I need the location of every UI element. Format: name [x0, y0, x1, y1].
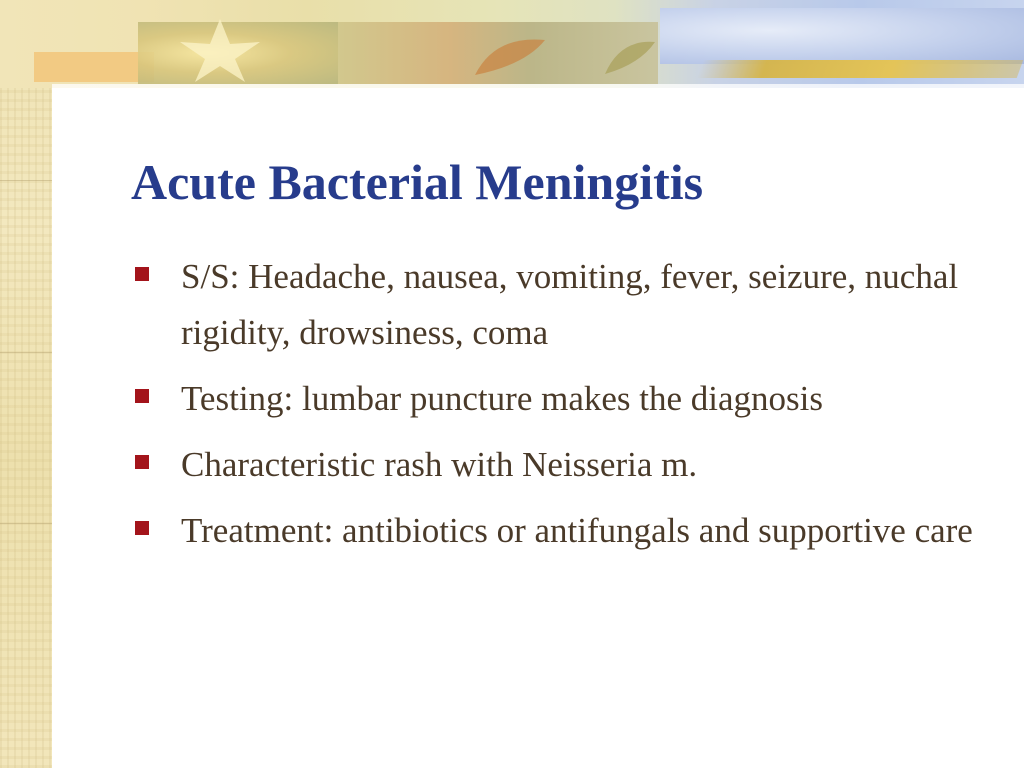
bullet-item	[131, 437, 991, 493]
bullet-text: S/S: Headache, nausea, vomiting, fever, seizure, nuchal rigidity, drowsiness, coma	[181, 257, 959, 352]
strip-seam	[0, 180, 52, 181]
parchment-strip	[0, 0, 52, 768]
bullet-item	[131, 503, 991, 559]
banner-fade	[52, 84, 1024, 124]
bullet-item	[131, 249, 991, 361]
bullet-text: Characteristic rash with Neisseria m.	[181, 445, 698, 484]
leaf-icon	[175, 14, 265, 84]
bullet-item	[131, 371, 991, 427]
bullet-text: Testing: lumbar puncture makes the diagnosis	[181, 379, 823, 418]
square-bullet-icon	[135, 521, 149, 535]
square-bullet-icon	[135, 455, 149, 469]
leaf-icon	[600, 34, 660, 79]
bullet-list	[131, 249, 991, 569]
banner-orange-band	[34, 52, 154, 82]
square-bullet-icon	[135, 389, 149, 403]
banner-sky-image	[660, 8, 1024, 64]
slide-title: Acute Bacterial Meningitis	[131, 154, 704, 210]
strip-seam	[0, 523, 52, 524]
banner-gold-streak	[697, 60, 1024, 78]
bullet-text: Treatment: antibiotics or antifungals and supportive care	[181, 511, 973, 550]
leaf-icon	[470, 30, 550, 85]
strip-seam	[0, 352, 52, 353]
decorative-banner	[0, 0, 1024, 88]
square-bullet-icon	[135, 267, 149, 281]
